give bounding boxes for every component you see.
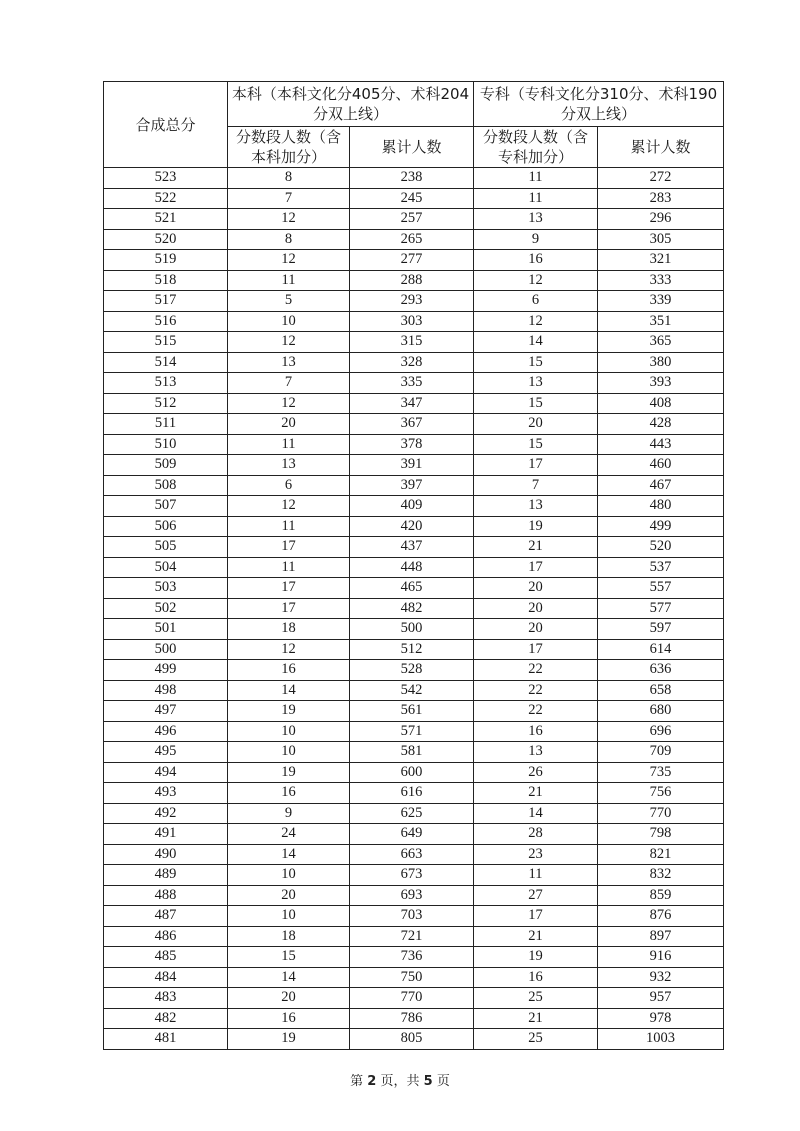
vocational-segment-cell: 22: [474, 701, 598, 722]
undergrad-segment-cell: 9: [228, 803, 350, 824]
vocational-cumulative-cell: 897: [598, 926, 724, 947]
undergrad-segment-cell: 18: [228, 926, 350, 947]
vocational-segment-cell: 13: [474, 209, 598, 230]
table-row: [104, 742, 724, 763]
undergrad-segment-cell: 24: [228, 824, 350, 845]
vocational-cumulative-cell: 351: [598, 311, 724, 332]
undergrad-cumulative-cell: 238: [350, 168, 474, 189]
vocational-segment-cell: 21: [474, 926, 598, 947]
table-row: [104, 783, 724, 804]
total-score-cell: 500: [104, 639, 228, 660]
vocational-cumulative-cell: 696: [598, 721, 724, 742]
undergrad-segment-cell: 7: [228, 373, 350, 394]
vocational-cumulative-cell: 658: [598, 680, 724, 701]
table-row: [104, 1008, 724, 1029]
vocational-cumulative-cell: 443: [598, 434, 724, 455]
table-row: [104, 475, 724, 496]
vocational-segment-header-line1: 分数段人数（含: [483, 128, 589, 146]
undergrad-segment-header-line2: 本科加分）: [250, 148, 326, 166]
vocational-cumulative-cell: 296: [598, 209, 724, 230]
undergrad-segment-cell: 10: [228, 721, 350, 742]
vocational-segment-cell: 28: [474, 824, 598, 845]
undergrad-cumulative-cell: 673: [350, 865, 474, 886]
undergrad-segment-cell: 14: [228, 844, 350, 865]
undergrad-segment-cell: 12: [228, 332, 350, 353]
undergrad-cumulative-cell: 437: [350, 537, 474, 558]
vocational-cumulative-cell: 932: [598, 967, 724, 988]
vocational-segment-header: [474, 127, 598, 168]
undergrad-segment-cell: 8: [228, 168, 350, 189]
undergrad-segment-cell: 16: [228, 1008, 350, 1029]
total-score-cell: 511: [104, 414, 228, 435]
undergrad-cumulative-cell: 542: [350, 680, 474, 701]
undergrad-cumulative-cell: 335: [350, 373, 474, 394]
vocational-segment-cell: 6: [474, 291, 598, 312]
vocational-segment-cell: 12: [474, 311, 598, 332]
vocational-cumulative-cell: 272: [598, 168, 724, 189]
undergrad-cumulative-cell: 703: [350, 906, 474, 927]
table-row: [104, 967, 724, 988]
undergrad-cumulative-cell: 293: [350, 291, 474, 312]
footer-prefix: 第: [350, 1074, 364, 1089]
undergrad-segment-cell: 12: [228, 496, 350, 517]
table-row: [104, 332, 724, 353]
undergrad-segment-cell: 5: [228, 291, 350, 312]
table-row: [104, 209, 724, 230]
undergrad-cumulative-cell: 500: [350, 619, 474, 640]
undergrad-cumulative-cell: 600: [350, 762, 474, 783]
undergrad-segment-cell: 14: [228, 967, 350, 988]
table-row: [104, 393, 724, 414]
total-score-cell: 497: [104, 701, 228, 722]
vocational-segment-cell: 11: [474, 168, 598, 189]
table-row: [104, 188, 724, 209]
vocational-segment-cell: 13: [474, 373, 598, 394]
vocational-cumulative-cell: 597: [598, 619, 724, 640]
undergrad-segment-header: [228, 127, 350, 168]
vocational-cumulative-cell: 577: [598, 598, 724, 619]
table-row: [104, 680, 724, 701]
undergrad-cumulative-cell: 625: [350, 803, 474, 824]
table-row: [104, 557, 724, 578]
vocational-cumulative-cell: 305: [598, 229, 724, 250]
total-score-cell: 517: [104, 291, 228, 312]
total-score-cell: 506: [104, 516, 228, 537]
vocational-segment-cell: 17: [474, 455, 598, 476]
undergrad-cumulative-cell: 367: [350, 414, 474, 435]
vocational-segment-cell: 13: [474, 742, 598, 763]
table-row: [104, 926, 724, 947]
undergrad-cumulative-cell: 397: [350, 475, 474, 496]
undergrad-segment-cell: 12: [228, 393, 350, 414]
total-score-cell: 481: [104, 1029, 228, 1050]
vocational-cumulative-cell: 537: [598, 557, 724, 578]
vocational-cumulative-cell: 557: [598, 578, 724, 599]
undergrad-segment-cell: 10: [228, 742, 350, 763]
undergrad-cumulative-cell: 616: [350, 783, 474, 804]
table-row: [104, 455, 724, 476]
undergrad-segment-cell: 11: [228, 516, 350, 537]
total-score-cell: 504: [104, 557, 228, 578]
undergrad-cumulative-cell: 378: [350, 434, 474, 455]
undergrad-cumulative-cell: 721: [350, 926, 474, 947]
vocational-segment-cell: 7: [474, 475, 598, 496]
undergrad-cumulative-cell: 409: [350, 496, 474, 517]
table-row: [104, 229, 724, 250]
undergrad-cumulative-cell: 315: [350, 332, 474, 353]
vocational-segment-cell: 16: [474, 250, 598, 271]
vocational-segment-cell: 15: [474, 352, 598, 373]
vocational-segment-cell: 20: [474, 578, 598, 599]
undergrad-cumulative-cell: 786: [350, 1008, 474, 1029]
vocational-group-header: [474, 82, 724, 127]
total-score-cell: 503: [104, 578, 228, 599]
undergrad-cumulative-cell: 512: [350, 639, 474, 660]
total-score-cell: 505: [104, 537, 228, 558]
undergrad-cumulative-cell: 257: [350, 209, 474, 230]
vocational-cumulative-cell: 756: [598, 783, 724, 804]
total-score-cell: 495: [104, 742, 228, 763]
vocational-segment-cell: 20: [474, 414, 598, 435]
table-row: [104, 352, 724, 373]
vocational-cumulative-cell: 614: [598, 639, 724, 660]
vocational-cumulative-cell: 876: [598, 906, 724, 927]
undergrad-segment-cell: 20: [228, 414, 350, 435]
vocational-cumulative-cell: 408: [598, 393, 724, 414]
vocational-cumulative-cell: 1003: [598, 1029, 724, 1050]
total-score-cell: 510: [104, 434, 228, 455]
vocational-cumulative-cell: 680: [598, 701, 724, 722]
vocational-cumulative-cell: 709: [598, 742, 724, 763]
undergrad-segment-cell: 11: [228, 270, 350, 291]
vocational-cumulative-cell: 520: [598, 537, 724, 558]
table-row: [104, 270, 724, 291]
undergrad-cumulative-cell: 571: [350, 721, 474, 742]
undergrad-segment-cell: 20: [228, 885, 350, 906]
table-row: [104, 988, 724, 1009]
table-row: [104, 947, 724, 968]
vocational-cumulative-cell: 365: [598, 332, 724, 353]
undergrad-group-header: [228, 82, 474, 127]
vocational-cumulative-cell: 821: [598, 844, 724, 865]
table-row: [104, 824, 724, 845]
undergrad-segment-cell: 12: [228, 209, 350, 230]
undergrad-segment-cell: 15: [228, 947, 350, 968]
undergrad-segment-header-line1: 分数段人数（含: [235, 128, 341, 146]
undergrad-title-line1: 本科（本科文化分405分、术科204: [231, 85, 470, 103]
undergrad-segment-cell: 17: [228, 537, 350, 558]
table-row: [104, 762, 724, 783]
undergrad-cumulative-cell: 736: [350, 947, 474, 968]
vocational-cumulative-cell: 339: [598, 291, 724, 312]
vocational-segment-cell: 25: [474, 988, 598, 1009]
vocational-segment-cell: 20: [474, 598, 598, 619]
vocational-title-line1: 专科（专科文化分310分、术科190: [479, 85, 718, 103]
total-score-cell: 488: [104, 885, 228, 906]
total-score-cell: 501: [104, 619, 228, 640]
page-footer: [0, 1070, 800, 1089]
vocational-cumulative-cell: 770: [598, 803, 724, 824]
vocational-cumulative-cell: 321: [598, 250, 724, 271]
total-score-cell: 485: [104, 947, 228, 968]
undergrad-cumulative-cell: 649: [350, 824, 474, 845]
undergrad-segment-cell: 10: [228, 865, 350, 886]
undergrad-segment-cell: 14: [228, 680, 350, 701]
table-row: [104, 1029, 724, 1050]
undergrad-segment-cell: 13: [228, 352, 350, 373]
vocational-segment-cell: 9: [474, 229, 598, 250]
vocational-segment-cell: 23: [474, 844, 598, 865]
vocational-segment-cell: 13: [474, 496, 598, 517]
total-score-header: 合成总分: [104, 82, 228, 168]
undergrad-cumulative-cell: 277: [350, 250, 474, 271]
vocational-segment-cell: 16: [474, 967, 598, 988]
undergrad-cumulative-cell: 581: [350, 742, 474, 763]
vocational-segment-cell: 11: [474, 188, 598, 209]
table-row: [104, 578, 724, 599]
total-score-cell: 483: [104, 988, 228, 1009]
vocational-segment-cell: 11: [474, 865, 598, 886]
total-score-cell: 491: [104, 824, 228, 845]
total-score-cell: 494: [104, 762, 228, 783]
vocational-cumulative-cell: 636: [598, 660, 724, 681]
vocational-cumulative-cell: 393: [598, 373, 724, 394]
total-score-cell: 482: [104, 1008, 228, 1029]
vocational-cumulative-cell: 735: [598, 762, 724, 783]
table-row: [104, 598, 724, 619]
score-distribution-table: [103, 81, 724, 1050]
total-score-cell: 498: [104, 680, 228, 701]
vocational-segment-cell: 14: [474, 803, 598, 824]
vocational-segment-cell: 27: [474, 885, 598, 906]
vocational-segment-cell: 12: [474, 270, 598, 291]
undergrad-cumulative-cell: 663: [350, 844, 474, 865]
total-score-cell: 489: [104, 865, 228, 886]
vocational-cumulative-cell: 832: [598, 865, 724, 886]
table-row: [104, 865, 724, 886]
vocational-segment-cell: 19: [474, 516, 598, 537]
undergrad-cumulative-cell: 770: [350, 988, 474, 1009]
vocational-cumulative-cell: 467: [598, 475, 724, 496]
table-row: [104, 414, 724, 435]
undergrad-cumulative-cell: 465: [350, 578, 474, 599]
total-score-cell: 519: [104, 250, 228, 271]
total-score-cell: 518: [104, 270, 228, 291]
undergrad-cumulative-cell: 303: [350, 311, 474, 332]
vocational-segment-cell: 25: [474, 1029, 598, 1050]
vocational-segment-cell: 16: [474, 721, 598, 742]
undergrad-segment-cell: 10: [228, 311, 350, 332]
vocational-segment-cell: 14: [474, 332, 598, 353]
table-row: [104, 844, 724, 865]
undergrad-segment-cell: 10: [228, 906, 350, 927]
total-score-cell: 512: [104, 393, 228, 414]
vocational-cumulative-cell: 283: [598, 188, 724, 209]
undergrad-cumulative-cell: 482: [350, 598, 474, 619]
table-row: [104, 516, 724, 537]
table-row: [104, 250, 724, 271]
undergrad-cumulative-cell: 288: [350, 270, 474, 291]
total-score-cell: 502: [104, 598, 228, 619]
vocational-segment-cell: 20: [474, 619, 598, 640]
vocational-segment-cell: 21: [474, 1008, 598, 1029]
undergrad-segment-cell: 19: [228, 1029, 350, 1050]
vocational-cumulative-cell: 859: [598, 885, 724, 906]
undergrad-cumulative-cell: 420: [350, 516, 474, 537]
score-table-body: [104, 168, 724, 1050]
undergrad-segment-cell: 12: [228, 250, 350, 271]
total-score-cell: 509: [104, 455, 228, 476]
vocational-cumulative-cell: 428: [598, 414, 724, 435]
undergrad-title-line2: 分双上线）: [313, 105, 389, 123]
undergrad-segment-cell: 19: [228, 762, 350, 783]
footer-page-number: 2: [367, 1074, 377, 1089]
undergrad-segment-cell: 11: [228, 434, 350, 455]
undergrad-segment-cell: 20: [228, 988, 350, 1009]
vocational-segment-cell: 21: [474, 537, 598, 558]
undergrad-segment-cell: 8: [228, 229, 350, 250]
undergrad-cumulative-header: 累计人数: [350, 127, 474, 168]
table-row: [104, 660, 724, 681]
footer-total-pages: 5: [423, 1074, 433, 1089]
undergrad-cumulative-cell: 245: [350, 188, 474, 209]
vocational-cumulative-cell: 333: [598, 270, 724, 291]
undergrad-segment-cell: 17: [228, 598, 350, 619]
undergrad-segment-cell: 12: [228, 639, 350, 660]
undergrad-segment-cell: 11: [228, 557, 350, 578]
vocational-title-line2: 分双上线）: [561, 105, 637, 123]
total-score-cell: 492: [104, 803, 228, 824]
vocational-segment-cell: 17: [474, 906, 598, 927]
undergrad-segment-cell: 6: [228, 475, 350, 496]
total-score-cell: 514: [104, 352, 228, 373]
vocational-cumulative-cell: 460: [598, 455, 724, 476]
vocational-segment-header-line2: 专科加分）: [498, 148, 574, 166]
footer-mid: 页，共: [380, 1074, 420, 1089]
vocational-segment-cell: 17: [474, 557, 598, 578]
table-row: [104, 701, 724, 722]
total-score-cell: 508: [104, 475, 228, 496]
total-score-cell: 486: [104, 926, 228, 947]
total-score-cell: 515: [104, 332, 228, 353]
vocational-cumulative-cell: 798: [598, 824, 724, 845]
vocational-segment-cell: 17: [474, 639, 598, 660]
footer-suffix: 页: [436, 1074, 450, 1089]
undergrad-cumulative-cell: 328: [350, 352, 474, 373]
undergrad-segment-cell: 13: [228, 455, 350, 476]
total-score-cell: 484: [104, 967, 228, 988]
undergrad-segment-cell: 7: [228, 188, 350, 209]
undergrad-segment-cell: 16: [228, 783, 350, 804]
undergrad-segment-cell: 18: [228, 619, 350, 640]
vocational-segment-cell: 19: [474, 947, 598, 968]
table-row: [104, 885, 724, 906]
vocational-cumulative-cell: 957: [598, 988, 724, 1009]
table-row: [104, 291, 724, 312]
total-score-cell: 513: [104, 373, 228, 394]
total-score-cell: 521: [104, 209, 228, 230]
undergrad-cumulative-cell: 528: [350, 660, 474, 681]
total-score-cell: 499: [104, 660, 228, 681]
vocational-cumulative-cell: 499: [598, 516, 724, 537]
table-row: [104, 168, 724, 189]
undergrad-cumulative-cell: 561: [350, 701, 474, 722]
vocational-segment-cell: 26: [474, 762, 598, 783]
vocational-segment-cell: 22: [474, 680, 598, 701]
total-score-cell: 520: [104, 229, 228, 250]
table-row: [104, 311, 724, 332]
vocational-segment-cell: 22: [474, 660, 598, 681]
vocational-segment-cell: 15: [474, 393, 598, 414]
table-row: [104, 721, 724, 742]
table-row: [104, 537, 724, 558]
undergrad-cumulative-cell: 750: [350, 967, 474, 988]
vocational-cumulative-cell: 916: [598, 947, 724, 968]
undergrad-cumulative-cell: 391: [350, 455, 474, 476]
vocational-cumulative-header: 累计人数: [598, 127, 724, 168]
table-row: [104, 496, 724, 517]
undergrad-segment-cell: 16: [228, 660, 350, 681]
vocational-segment-cell: 21: [474, 783, 598, 804]
table-row: [104, 803, 724, 824]
undergrad-segment-cell: 17: [228, 578, 350, 599]
undergrad-cumulative-cell: 693: [350, 885, 474, 906]
undergrad-cumulative-cell: 265: [350, 229, 474, 250]
table-row: [104, 639, 724, 660]
table-row: [104, 373, 724, 394]
table-row: [104, 906, 724, 927]
undergrad-segment-cell: 19: [228, 701, 350, 722]
total-score-cell: 522: [104, 188, 228, 209]
vocational-cumulative-cell: 978: [598, 1008, 724, 1029]
vocational-cumulative-cell: 480: [598, 496, 724, 517]
total-score-cell: 516: [104, 311, 228, 332]
header-row-groups: [104, 82, 724, 127]
vocational-segment-cell: 15: [474, 434, 598, 455]
total-score-cell: 496: [104, 721, 228, 742]
total-score-cell: 490: [104, 844, 228, 865]
vocational-cumulative-cell: 380: [598, 352, 724, 373]
table-row: [104, 619, 724, 640]
undergrad-cumulative-cell: 805: [350, 1029, 474, 1050]
total-score-cell: 507: [104, 496, 228, 517]
total-score-cell: 523: [104, 168, 228, 189]
total-score-cell: 493: [104, 783, 228, 804]
table-row: [104, 434, 724, 455]
undergrad-cumulative-cell: 448: [350, 557, 474, 578]
undergrad-cumulative-cell: 347: [350, 393, 474, 414]
total-score-cell: 487: [104, 906, 228, 927]
